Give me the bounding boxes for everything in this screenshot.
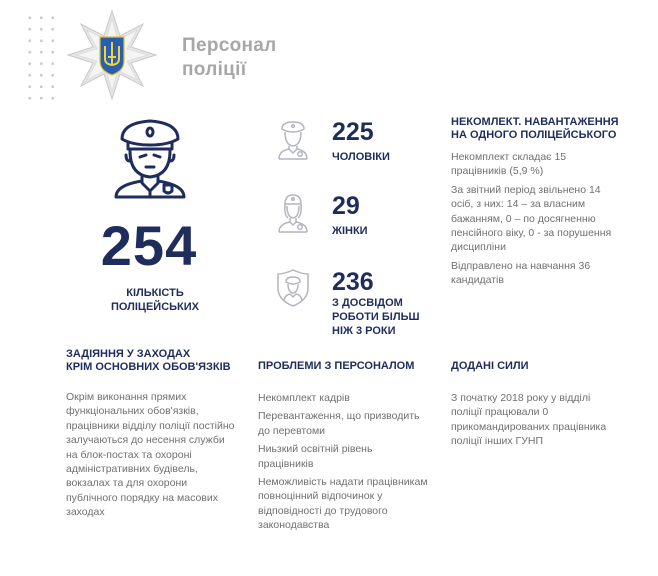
female-officer-icon bbox=[276, 193, 310, 233]
involvement-heading bbox=[66, 348, 256, 374]
problem-item: Перевантаження, що призводить до перевтоми bbox=[258, 410, 420, 437]
problem-item: Некомплект кадрів bbox=[258, 392, 350, 404]
involvement-heading-line-1: ЗАДІЯННЯ У ЗАХОДАХ bbox=[66, 348, 191, 360]
understaffing-heading-line-1: НЕКОМЛЕКТ. НАВАНТАЖЕННЯ bbox=[451, 116, 619, 128]
problem-item: Неможливість надати працівникам повноцінний відпочинок у відповідності до трудового законодавства bbox=[258, 476, 428, 532]
added-forces-heading: ДОДАНІ СИЛИ bbox=[451, 360, 529, 372]
title-line-2: поліції bbox=[182, 59, 247, 80]
experience-count: 236 bbox=[332, 268, 374, 296]
female-count: 29 bbox=[332, 192, 360, 220]
added-forces-section bbox=[451, 360, 641, 449]
experience-label-line-2: РОБОТИ БІЛЬШ bbox=[332, 311, 420, 323]
police-star-badge-icon bbox=[62, 8, 162, 103]
page-title bbox=[182, 34, 277, 82]
added-forces-text: З початку 2018 року у відділі поліції працювали 0 прикомандированих працівника поліції інших ГУНП bbox=[451, 392, 607, 448]
understaffing-paragraph: Некомплект складає 15 працівників (5,9 %) bbox=[451, 151, 567, 178]
understaffing-paragraph: За звітний період звільнено 14 осіб, з них: 14 – за власним бажанням, 0 – по досягненню пенсійного віку, 0 - за порушення дисципліни bbox=[451, 183, 612, 254]
understaffing-heading-line-2: НА ОДНОГО ПОЛІЦЕЙСЬКОГО bbox=[451, 129, 617, 141]
male-label: ЧОЛОВІКИ bbox=[332, 151, 390, 163]
title-line-1: Персонал bbox=[182, 35, 277, 56]
problems-section bbox=[258, 360, 433, 533]
experience-label-line-3: НІЖ 3 РОКИ bbox=[332, 325, 396, 337]
involvement-text: Окрім виконання прямих функціональних обов'язків, працівники відділу поліції постійно залучаються до несення служби на блок-постах та охороні адміністративних будівель, вокзалах та для охорони публічного порядку на масових заходах bbox=[66, 391, 235, 519]
understaffing-section bbox=[451, 116, 651, 288]
experience-label bbox=[332, 296, 420, 338]
involvement-heading-line-2: КРІМ ОСНОВНИХ ОБОВ'ЯЗКІВ bbox=[66, 361, 231, 373]
experience-label-line-1: З ДОСВІДОМ bbox=[332, 297, 403, 309]
male-officer-icon bbox=[276, 120, 310, 160]
police-officer-icon bbox=[108, 117, 192, 199]
problems-heading: ПРОБЛЕМИ З ПЕРСОНАЛОМ bbox=[258, 360, 415, 372]
total-label-line-1: КІЛЬКІСТЬ bbox=[126, 287, 184, 299]
understaffing-paragraph: Відправлено на навчання 36 кандидатів bbox=[451, 259, 591, 287]
total-officers-count: 254 bbox=[100, 214, 198, 277]
male-count: 225 bbox=[332, 118, 374, 146]
decorative-dot-grid bbox=[24, 12, 54, 102]
understaffing-heading bbox=[451, 116, 651, 142]
female-label: ЖІНКИ bbox=[332, 225, 368, 237]
total-label-line-2: ПОЛІЦЕЙСЬКИХ bbox=[110, 301, 200, 313]
problem-item: Ниьзкий освітній рівень працівників bbox=[258, 443, 373, 470]
involvement-section bbox=[66, 348, 256, 520]
shield-officer-icon bbox=[276, 268, 310, 308]
total-officers-label bbox=[80, 286, 230, 314]
